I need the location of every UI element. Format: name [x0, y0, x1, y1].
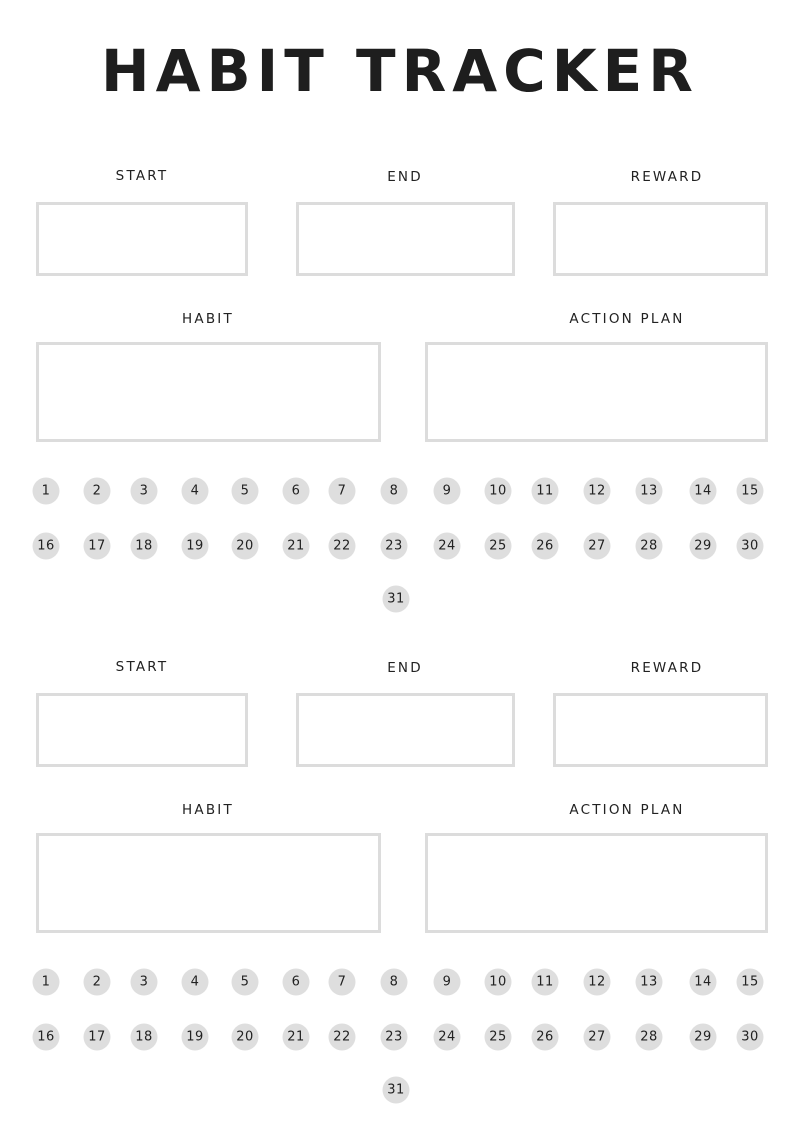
day-circle-22[interactable]: 22: [329, 533, 356, 560]
reward-field[interactable]: [553, 202, 768, 276]
habit-field[interactable]: [36, 833, 381, 933]
day-circle-2[interactable]: 2: [84, 478, 111, 505]
day-circle-11[interactable]: 11: [532, 969, 559, 996]
day-circle-25[interactable]: 25: [485, 533, 512, 560]
day-circle-24[interactable]: 24: [434, 1024, 461, 1051]
day-circle-25[interactable]: 25: [485, 1024, 512, 1051]
day-circle-7[interactable]: 7: [329, 969, 356, 996]
day-circle-13[interactable]: 13: [636, 969, 663, 996]
day-circle-23[interactable]: 23: [381, 533, 408, 560]
day-circle-18[interactable]: 18: [131, 1024, 158, 1051]
habit-field[interactable]: [36, 342, 381, 442]
day-circle-22[interactable]: 22: [329, 1024, 356, 1051]
day-circle-6[interactable]: 6: [283, 478, 310, 505]
day-circle-5[interactable]: 5: [232, 478, 259, 505]
reward-label: REWARD: [630, 169, 704, 185]
day-circle-12[interactable]: 12: [584, 478, 611, 505]
day-circle-23[interactable]: 23: [381, 1024, 408, 1051]
day-circle-10[interactable]: 10: [485, 969, 512, 996]
day-circle-17[interactable]: 17: [84, 1024, 111, 1051]
reward-label: REWARD: [630, 660, 704, 676]
day-circle-18[interactable]: 18: [131, 533, 158, 560]
day-circle-21[interactable]: 21: [283, 533, 310, 560]
day-circle-6[interactable]: 6: [283, 969, 310, 996]
day-circle-8[interactable]: 8: [381, 969, 408, 996]
day-circle-26[interactable]: 26: [532, 533, 559, 560]
day-circle-19[interactable]: 19: [182, 533, 209, 560]
day-circle-28[interactable]: 28: [636, 1024, 663, 1051]
day-circle-17[interactable]: 17: [84, 533, 111, 560]
day-circle-11[interactable]: 11: [532, 478, 559, 505]
day-circle-31[interactable]: 31: [383, 1077, 410, 1104]
day-circle-20[interactable]: 20: [232, 533, 259, 560]
start-field[interactable]: [36, 693, 248, 767]
day-circle-15[interactable]: 15: [737, 478, 764, 505]
day-circle-1[interactable]: 1: [33, 478, 60, 505]
day-circle-19[interactable]: 19: [182, 1024, 209, 1051]
day-circle-4[interactable]: 4: [182, 478, 209, 505]
day-circle-30[interactable]: 30: [737, 533, 764, 560]
end-label: END: [387, 660, 423, 676]
day-circle-10[interactable]: 10: [485, 478, 512, 505]
day-circle-27[interactable]: 27: [584, 1024, 611, 1051]
day-circle-13[interactable]: 13: [636, 478, 663, 505]
day-circle-12[interactable]: 12: [584, 969, 611, 996]
habit-section-1: [0, 160, 800, 630]
day-circle-15[interactable]: 15: [737, 969, 764, 996]
day-circle-8[interactable]: 8: [381, 478, 408, 505]
reward-field[interactable]: [553, 693, 768, 767]
start-label: START: [115, 168, 169, 184]
day-circle-9[interactable]: 9: [434, 478, 461, 505]
start-field[interactable]: [36, 202, 248, 276]
day-circle-21[interactable]: 21: [283, 1024, 310, 1051]
end-field[interactable]: [296, 202, 515, 276]
day-circle-4[interactable]: 4: [182, 969, 209, 996]
action-plan-field[interactable]: [425, 833, 768, 933]
day-circle-16[interactable]: 16: [33, 1024, 60, 1051]
day-circle-5[interactable]: 5: [232, 969, 259, 996]
action-plan-field[interactable]: [425, 342, 768, 442]
day-circle-7[interactable]: 7: [329, 478, 356, 505]
day-circle-31[interactable]: 31: [383, 586, 410, 613]
day-circle-26[interactable]: 26: [532, 1024, 559, 1051]
day-circle-29[interactable]: 29: [690, 1024, 717, 1051]
day-circle-16[interactable]: 16: [33, 533, 60, 560]
day-circle-3[interactable]: 3: [131, 969, 158, 996]
habit-section-2: [0, 651, 800, 1121]
day-circle-30[interactable]: 30: [737, 1024, 764, 1051]
start-label: START: [115, 659, 169, 675]
habit-label: HABIT: [182, 311, 234, 327]
day-circle-27[interactable]: 27: [584, 533, 611, 560]
day-circle-2[interactable]: 2: [84, 969, 111, 996]
action-plan-label: ACTION PLAN: [569, 311, 685, 327]
end-label: END: [387, 169, 423, 185]
day-circle-3[interactable]: 3: [131, 478, 158, 505]
action-plan-label: ACTION PLAN: [569, 802, 685, 818]
day-circle-28[interactable]: 28: [636, 533, 663, 560]
day-circle-20[interactable]: 20: [232, 1024, 259, 1051]
day-circle-24[interactable]: 24: [434, 533, 461, 560]
day-circle-9[interactable]: 9: [434, 969, 461, 996]
page-title: HABIT TRACKER: [101, 37, 699, 105]
day-circle-14[interactable]: 14: [690, 478, 717, 505]
day-circle-29[interactable]: 29: [690, 533, 717, 560]
day-circle-1[interactable]: 1: [33, 969, 60, 996]
end-field[interactable]: [296, 693, 515, 767]
day-circle-14[interactable]: 14: [690, 969, 717, 996]
habit-label: HABIT: [182, 802, 234, 818]
